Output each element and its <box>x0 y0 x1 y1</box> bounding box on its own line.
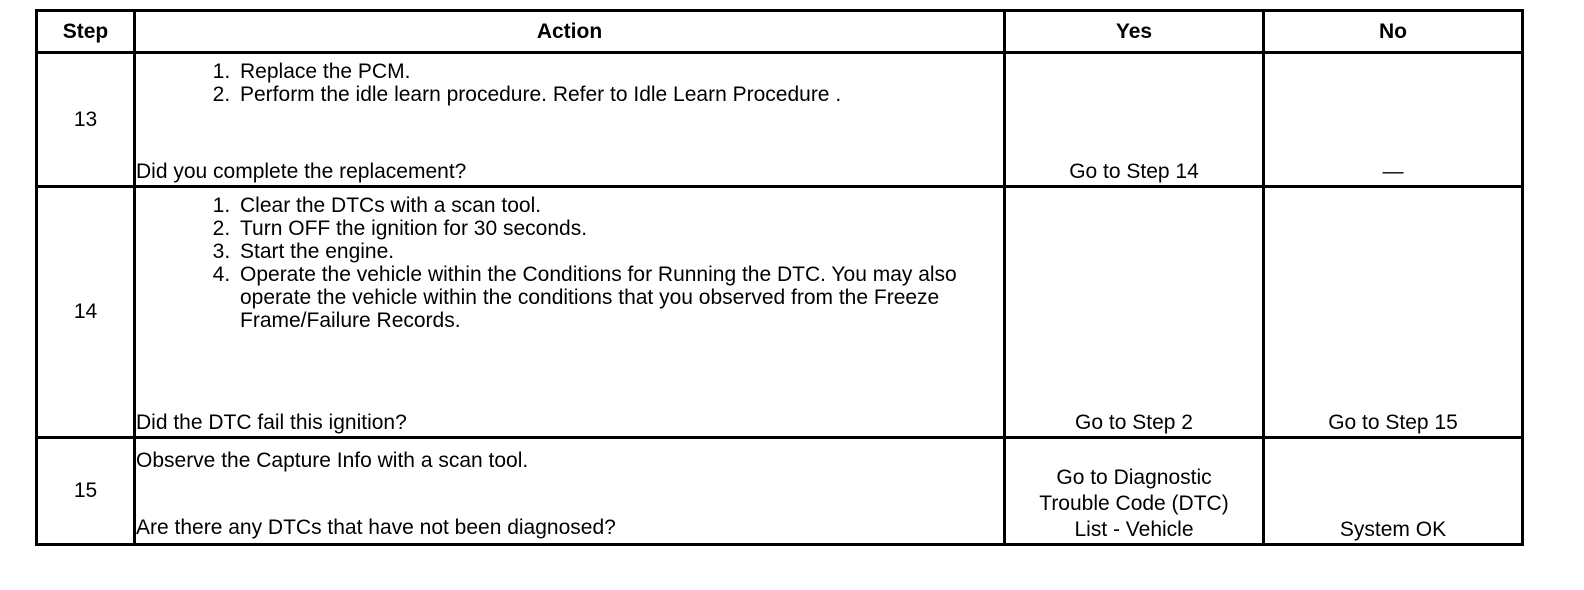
instruction-list <box>136 194 1003 332</box>
yes-result-line: Trouble Code (DTC) <box>1039 492 1229 515</box>
question-text: Are there any DTCs that have not been diagnosed? <box>136 516 616 539</box>
diagnostic-table <box>35 9 1524 546</box>
no-result: System OK <box>1264 438 1523 545</box>
table-row <box>37 53 1523 187</box>
table-row <box>37 438 1523 545</box>
instruction-item: 2. Turn OFF the ignition for 30 seconds. <box>236 217 1003 240</box>
yes-result-line: List - Vehicle <box>1074 518 1194 541</box>
yes-result-line: Go to Diagnostic <box>1056 466 1212 489</box>
no-result: — <box>1264 53 1523 187</box>
yes-result: Go to Step 2 <box>1005 187 1264 438</box>
table-row <box>37 187 1523 438</box>
no-result: Go to Step 15 <box>1264 187 1523 438</box>
action-cell <box>135 53 1005 187</box>
step-number: 13 <box>37 53 135 187</box>
header-no: No <box>1264 11 1523 53</box>
header-step: Step <box>37 11 135 53</box>
action-cell <box>135 187 1005 438</box>
instruction-list <box>136 60 1003 106</box>
instruction-item: 1. Replace the PCM. <box>236 60 1003 83</box>
question-text: Did the DTC fail this ignition? <box>136 411 407 434</box>
yes-result <box>1005 438 1264 545</box>
question-text: Did you complete the replacement? <box>136 160 467 183</box>
step-number: 14 <box>37 187 135 438</box>
header-action: Action <box>135 11 1005 53</box>
action-cell <box>135 438 1005 545</box>
header-row <box>37 11 1523 53</box>
instruction-item: 2. Perform the idle learn procedure. Refer to Idle Learn Procedure . <box>236 83 1003 106</box>
step-number: 15 <box>37 438 135 545</box>
instruction-item: 3. Start the engine. <box>236 240 1003 263</box>
instruction-text: Observe the Capture Info with a scan tool. <box>136 449 529 472</box>
yes-result: Go to Step 14 <box>1005 53 1264 187</box>
instruction-item: 1. Clear the DTCs with a scan tool. <box>236 194 1003 217</box>
instruction-item: 4. Operate the vehicle within the Conditions for Running the DTC. You may also operate the vehicle within the conditions that you observed from the Freeze Frame/Failure Records. <box>236 263 1003 332</box>
header-yes: Yes <box>1005 11 1264 53</box>
